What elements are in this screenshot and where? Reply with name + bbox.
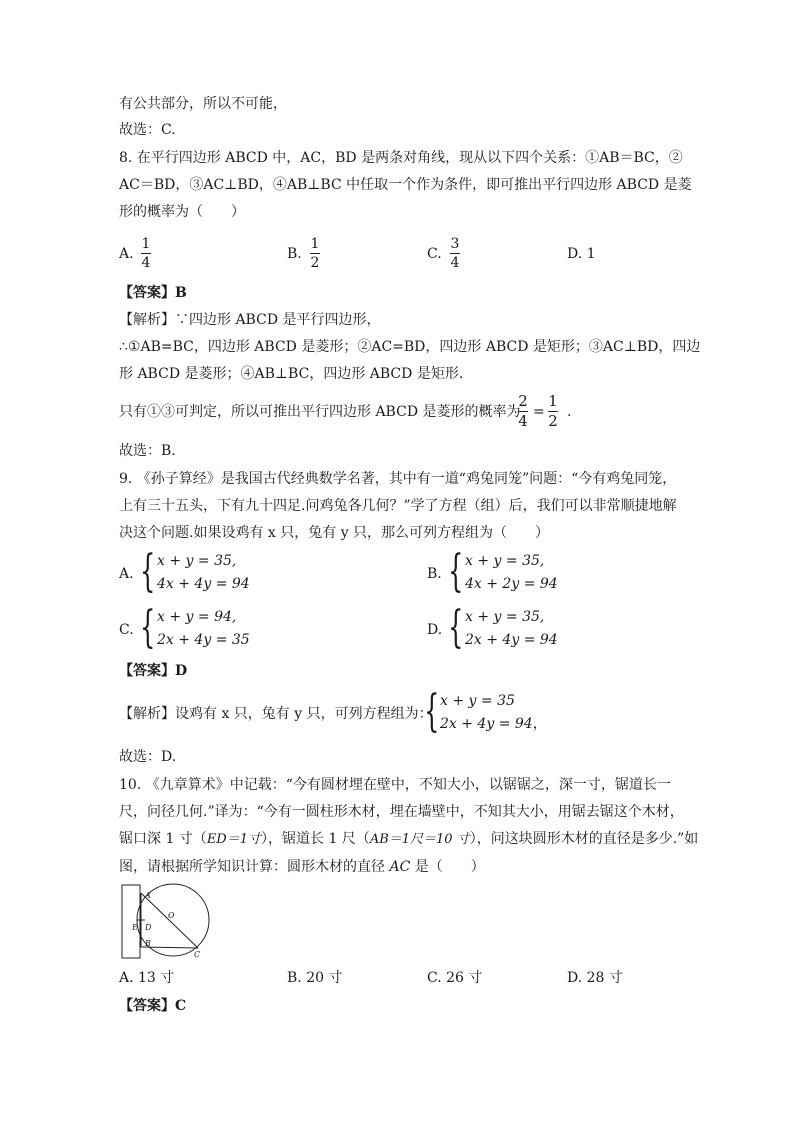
q10-stem-line: 10. 《九章算术》中记载：“今有圆材埋在壁中，不知大小，以锯锯之，深一寸，锯道长一 xyxy=(119,777,671,793)
fraction xyxy=(450,236,460,271)
answer-tag: 【答案】D xyxy=(119,663,188,679)
text-span: 锯口深 1 寸（ xyxy=(119,831,207,847)
q10-stem-line xyxy=(119,857,485,877)
equation: x + y = 94, xyxy=(157,609,237,625)
q10-option-b[interactable]: B. 20 寸 xyxy=(287,970,343,986)
math-inline: AC xyxy=(389,859,411,875)
explanation-line: 【解析】∵四边形 ABCD 是平行四边形， xyxy=(119,312,381,328)
equation: 2x + 4y = 35 xyxy=(157,632,250,648)
explanation-line: 【解析】设鸡有 x 只，兔有 y 只，可列方程组为： xyxy=(119,706,433,722)
equals-sign: = xyxy=(533,404,545,420)
q8-stem-line: 形的概率为（ ） xyxy=(119,204,245,220)
math-inline: ED＝1寸 xyxy=(206,832,261,847)
text-line: 故选：C. xyxy=(119,122,176,138)
equation: 4x + 4y = 94 xyxy=(157,576,250,592)
period: . xyxy=(567,404,572,420)
q8-stem-line: AC＝BD，③AC⊥BD，④AB⊥BC 中任取一个作为条件，即可推出平行四边形 ABCD 是菱 xyxy=(119,177,692,193)
left-brace: { xyxy=(140,602,156,653)
q10-option-c[interactable]: C. 26 寸 xyxy=(427,970,483,986)
q9-stem-line: 决这个问题.如果设鸡有 x 只，兔有 y 只，那么可列方程组为（ ） xyxy=(119,525,550,541)
equation: x + y = 35, xyxy=(465,553,545,569)
probability-fraction xyxy=(548,393,558,430)
equation: x + y = 35 xyxy=(440,693,515,709)
explanation-line: 形 ABCD 是菱形；④AB⊥BC，四边形 ABCD 是矩形. xyxy=(119,366,464,382)
left-brace: { xyxy=(140,546,156,597)
text-line: 有公共部分，所以不可能， xyxy=(119,96,287,112)
option-label: A. xyxy=(119,566,134,582)
equation: 2x + 4y = 94 xyxy=(440,716,533,732)
text-span: 图，请根据所学知识计算：圆形木材的直径 xyxy=(119,859,390,875)
option-label: B. xyxy=(287,246,302,262)
label-o: O xyxy=(168,911,175,920)
q10-stem-line: 尺，问径几何.”译为：“今有一圆柱形木材，埋在墙壁中，不知其大小，用锯去锯这个木材， xyxy=(119,804,684,820)
circle-wall-figure xyxy=(115,882,215,962)
option-label: C. xyxy=(119,622,134,638)
q8-stem-line: 8. 在平行四边形 ABCD 中，AC，BD 是两条对角线，现从以下四个关系：①AB＝BC，② xyxy=(119,150,683,166)
numerator: 1 xyxy=(310,236,320,252)
fraction xyxy=(141,236,151,271)
left-brace: { xyxy=(424,686,440,737)
text-span: 是（ ） xyxy=(410,859,485,875)
answer-tag: 【答案】C xyxy=(119,998,187,1014)
numerator: 2 xyxy=(518,392,528,410)
explanation-line: ∴①AB=BC，四边形 ABCD 是菱形；②AC=BD，四边形 ABCD 是矩形；③AC⊥BD，四边 xyxy=(119,339,701,355)
option-label: A. xyxy=(119,246,134,262)
text-span: ），问这块圆形木材的直径是多少.”如 xyxy=(469,831,699,847)
numerator: 3 xyxy=(450,236,460,252)
answer-tag: 【答案】B xyxy=(119,285,187,301)
denominator: 4 xyxy=(518,412,528,430)
option-label: C. xyxy=(427,246,442,262)
numerator: 1 xyxy=(141,236,151,252)
denominator: 2 xyxy=(548,412,558,430)
q10-stem-line xyxy=(119,829,698,850)
label-b: B xyxy=(145,939,151,948)
equation-system xyxy=(157,550,250,596)
equation-system xyxy=(465,606,558,652)
equation: x + y = 35, xyxy=(157,553,237,569)
denominator: 4 xyxy=(450,255,460,271)
left-brace: { xyxy=(448,546,464,597)
numerator: 1 xyxy=(548,392,558,410)
explanation-line: 只有①③可判定，所以可推出平行四边形 ABCD 是菱形的概率为 xyxy=(119,404,521,420)
label-d: D xyxy=(145,923,152,932)
q10-option-a[interactable]: A. 13 寸 xyxy=(119,970,175,986)
option-label: B. xyxy=(427,566,442,582)
equation: x + y = 35, xyxy=(465,609,545,625)
q9-stem-line: 9. 《孙子算经》是我国古代经典数学名著，其中有一道“鸡兔同笼”问题：“今有鸡兔同笼， xyxy=(119,471,677,487)
equation-system xyxy=(465,550,558,596)
equation: 2x + 4y = 94 xyxy=(465,632,558,648)
comma: ， xyxy=(532,716,547,732)
label-c: C xyxy=(194,950,201,959)
label-e: E xyxy=(132,923,138,932)
q9-stem-line: 上有三十五头，下有九十四足.问鸡兔各几何？”学了方程（组）后，我们可以非常顺捷地解 xyxy=(119,498,677,514)
conclusion-line: 故选：B. xyxy=(119,443,176,459)
label-a: A xyxy=(145,891,151,900)
left-brace: { xyxy=(448,602,464,653)
option-label: D. xyxy=(427,622,443,638)
text-span: ），锯道长 1 尺（ xyxy=(261,831,370,847)
equation-system xyxy=(440,690,547,736)
probability-fraction xyxy=(518,393,528,430)
q10-option-d[interactable]: D. 28 寸 xyxy=(567,970,623,986)
option-label: D. 1 xyxy=(567,246,596,262)
denominator: 4 xyxy=(141,255,151,271)
fraction xyxy=(310,236,320,271)
math-inline: AB＝1尺＝10 寸 xyxy=(369,832,470,847)
denominator: 2 xyxy=(310,255,320,271)
equation: 4x + 2y = 94 xyxy=(465,576,558,592)
conclusion-line: 故选：D. xyxy=(119,749,177,765)
equation-system xyxy=(157,606,250,652)
